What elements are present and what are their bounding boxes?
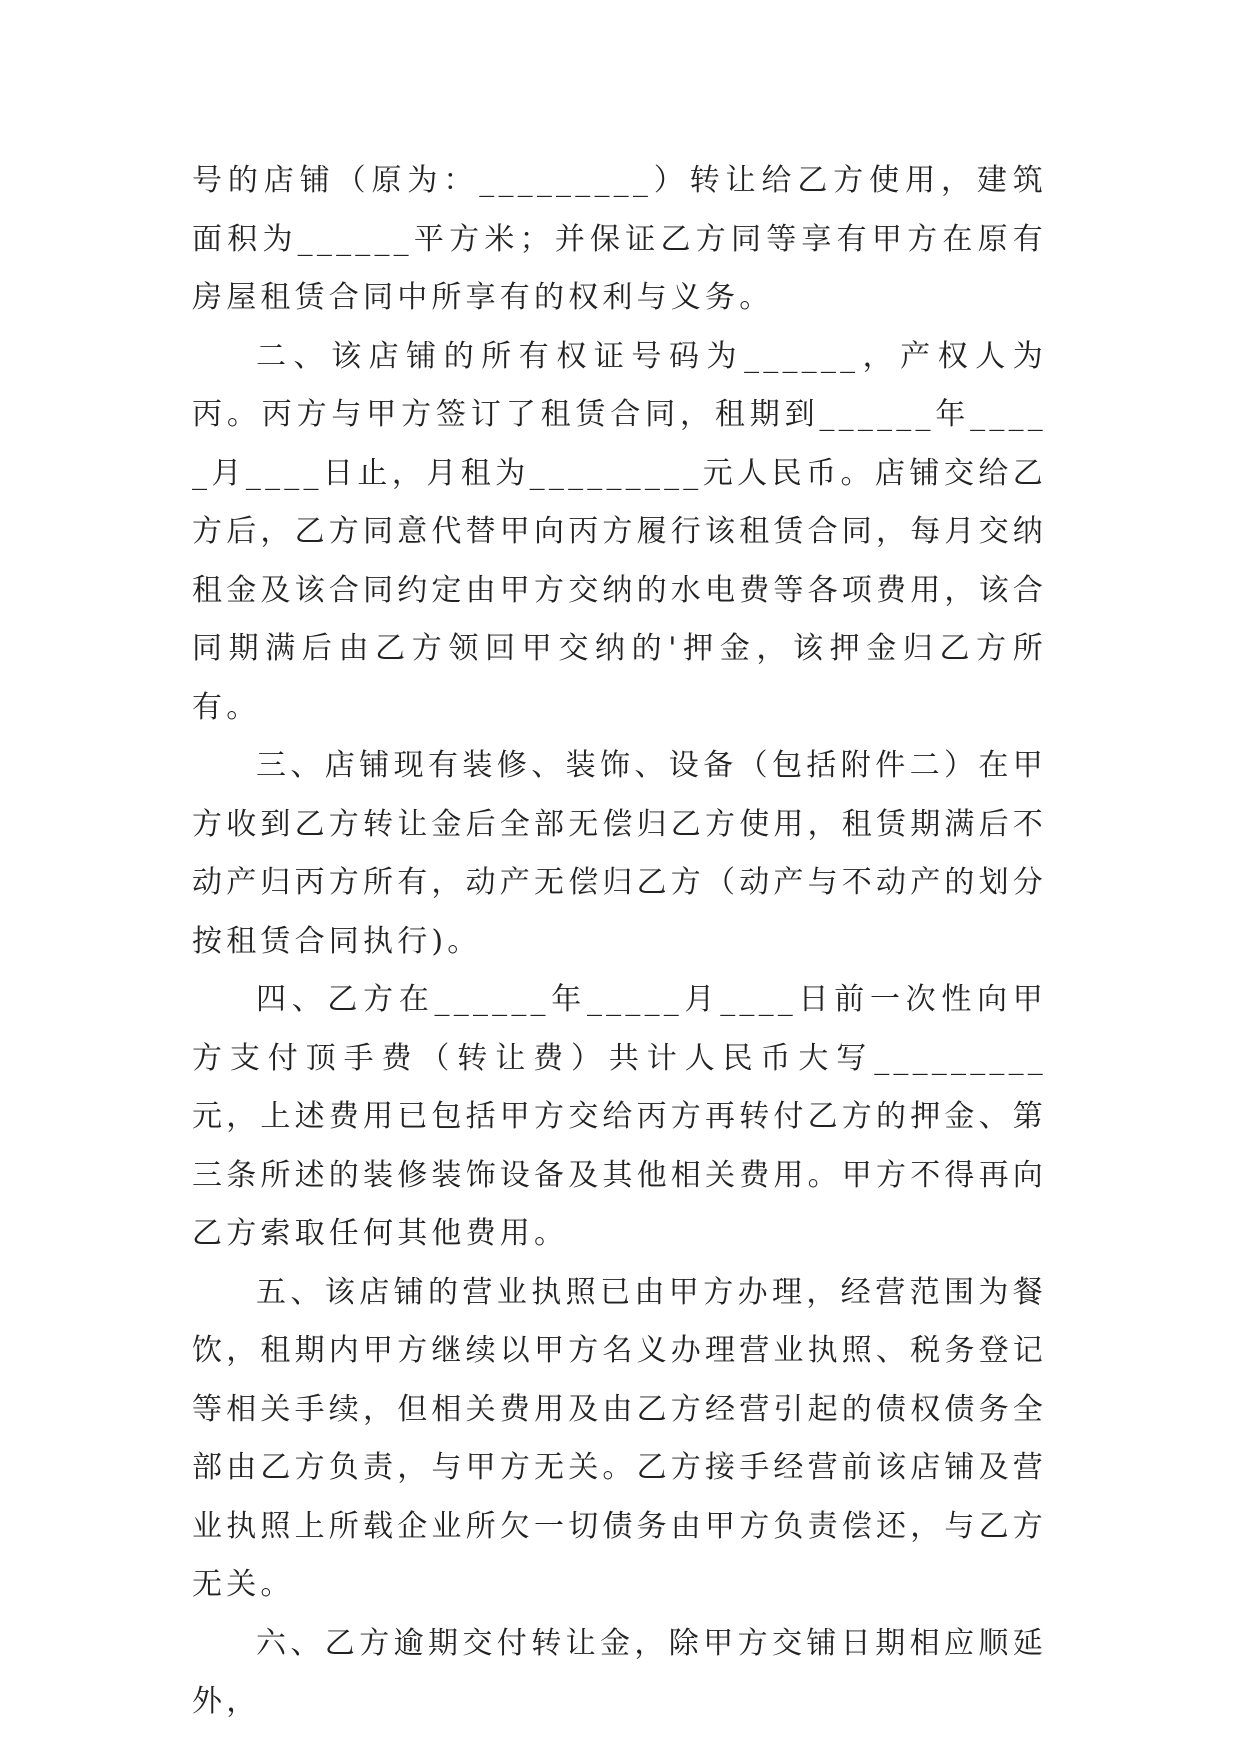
paragraph-clause-3: 三、店铺现有装修、装饰、设备（包括附件二）在甲方收到乙方转让金后全部无偿归乙方使用，租赁期满后不动产归丙方所有，动产无偿归乙方（动产与不动产的划分按租赁合同执行)。 — [192, 748, 1047, 959]
paragraph-clause-5: 五、该店铺的营业执照已由甲方办理，经营范围为餐饮，租期内甲方继续以甲方名义办理营业执照、税务登记等相关手续，但相关费用及由乙方经营引起的债权债务全部由乙方负责，与甲方无关。乙方接手经营前该店铺及营业执照上所载企业所欠一切债务由甲方负责偿还，与乙方无关。 — [192, 1274, 1047, 1602]
paragraph-clause-6: 六、乙方逾期交付转让金，除甲方交铺日期相应顺延外， — [192, 1625, 1047, 1719]
paragraph-clause-4: 四、乙方在______年_____月____日前一次性向甲方支付顶手费（转让费）共计人民币大写_________元，上述费用已包括甲方交给丙方再转付乙方的押金、第三条所述的装修装饰设备及其他相关费用。甲方不得再向乙方索取任何其他费用。 — [192, 982, 1047, 1251]
paragraph-continuation: 号的店铺（原为：_________）转让给乙方使用，建筑面积为______平方米；并保证乙方同等享有甲方在原有房屋租赁合同中所享有的权利与义务。 — [192, 163, 1047, 315]
document-body — [192, 152, 1047, 1732]
paragraph-clause-2: 二、该店铺的所有权证号码为______，产权人为丙。丙方与甲方签订了租赁合同，租期到______年_____月____日止，月租为_________元人民币。店铺交给乙方后，乙方同意代替甲向丙方履行该租赁合同，每月交纳租金及该合同约定由甲方交纳的水电费等各项费用，该合同期满后由乙方领回甲交纳的'押金，该押金归乙方所有。 — [192, 338, 1047, 725]
